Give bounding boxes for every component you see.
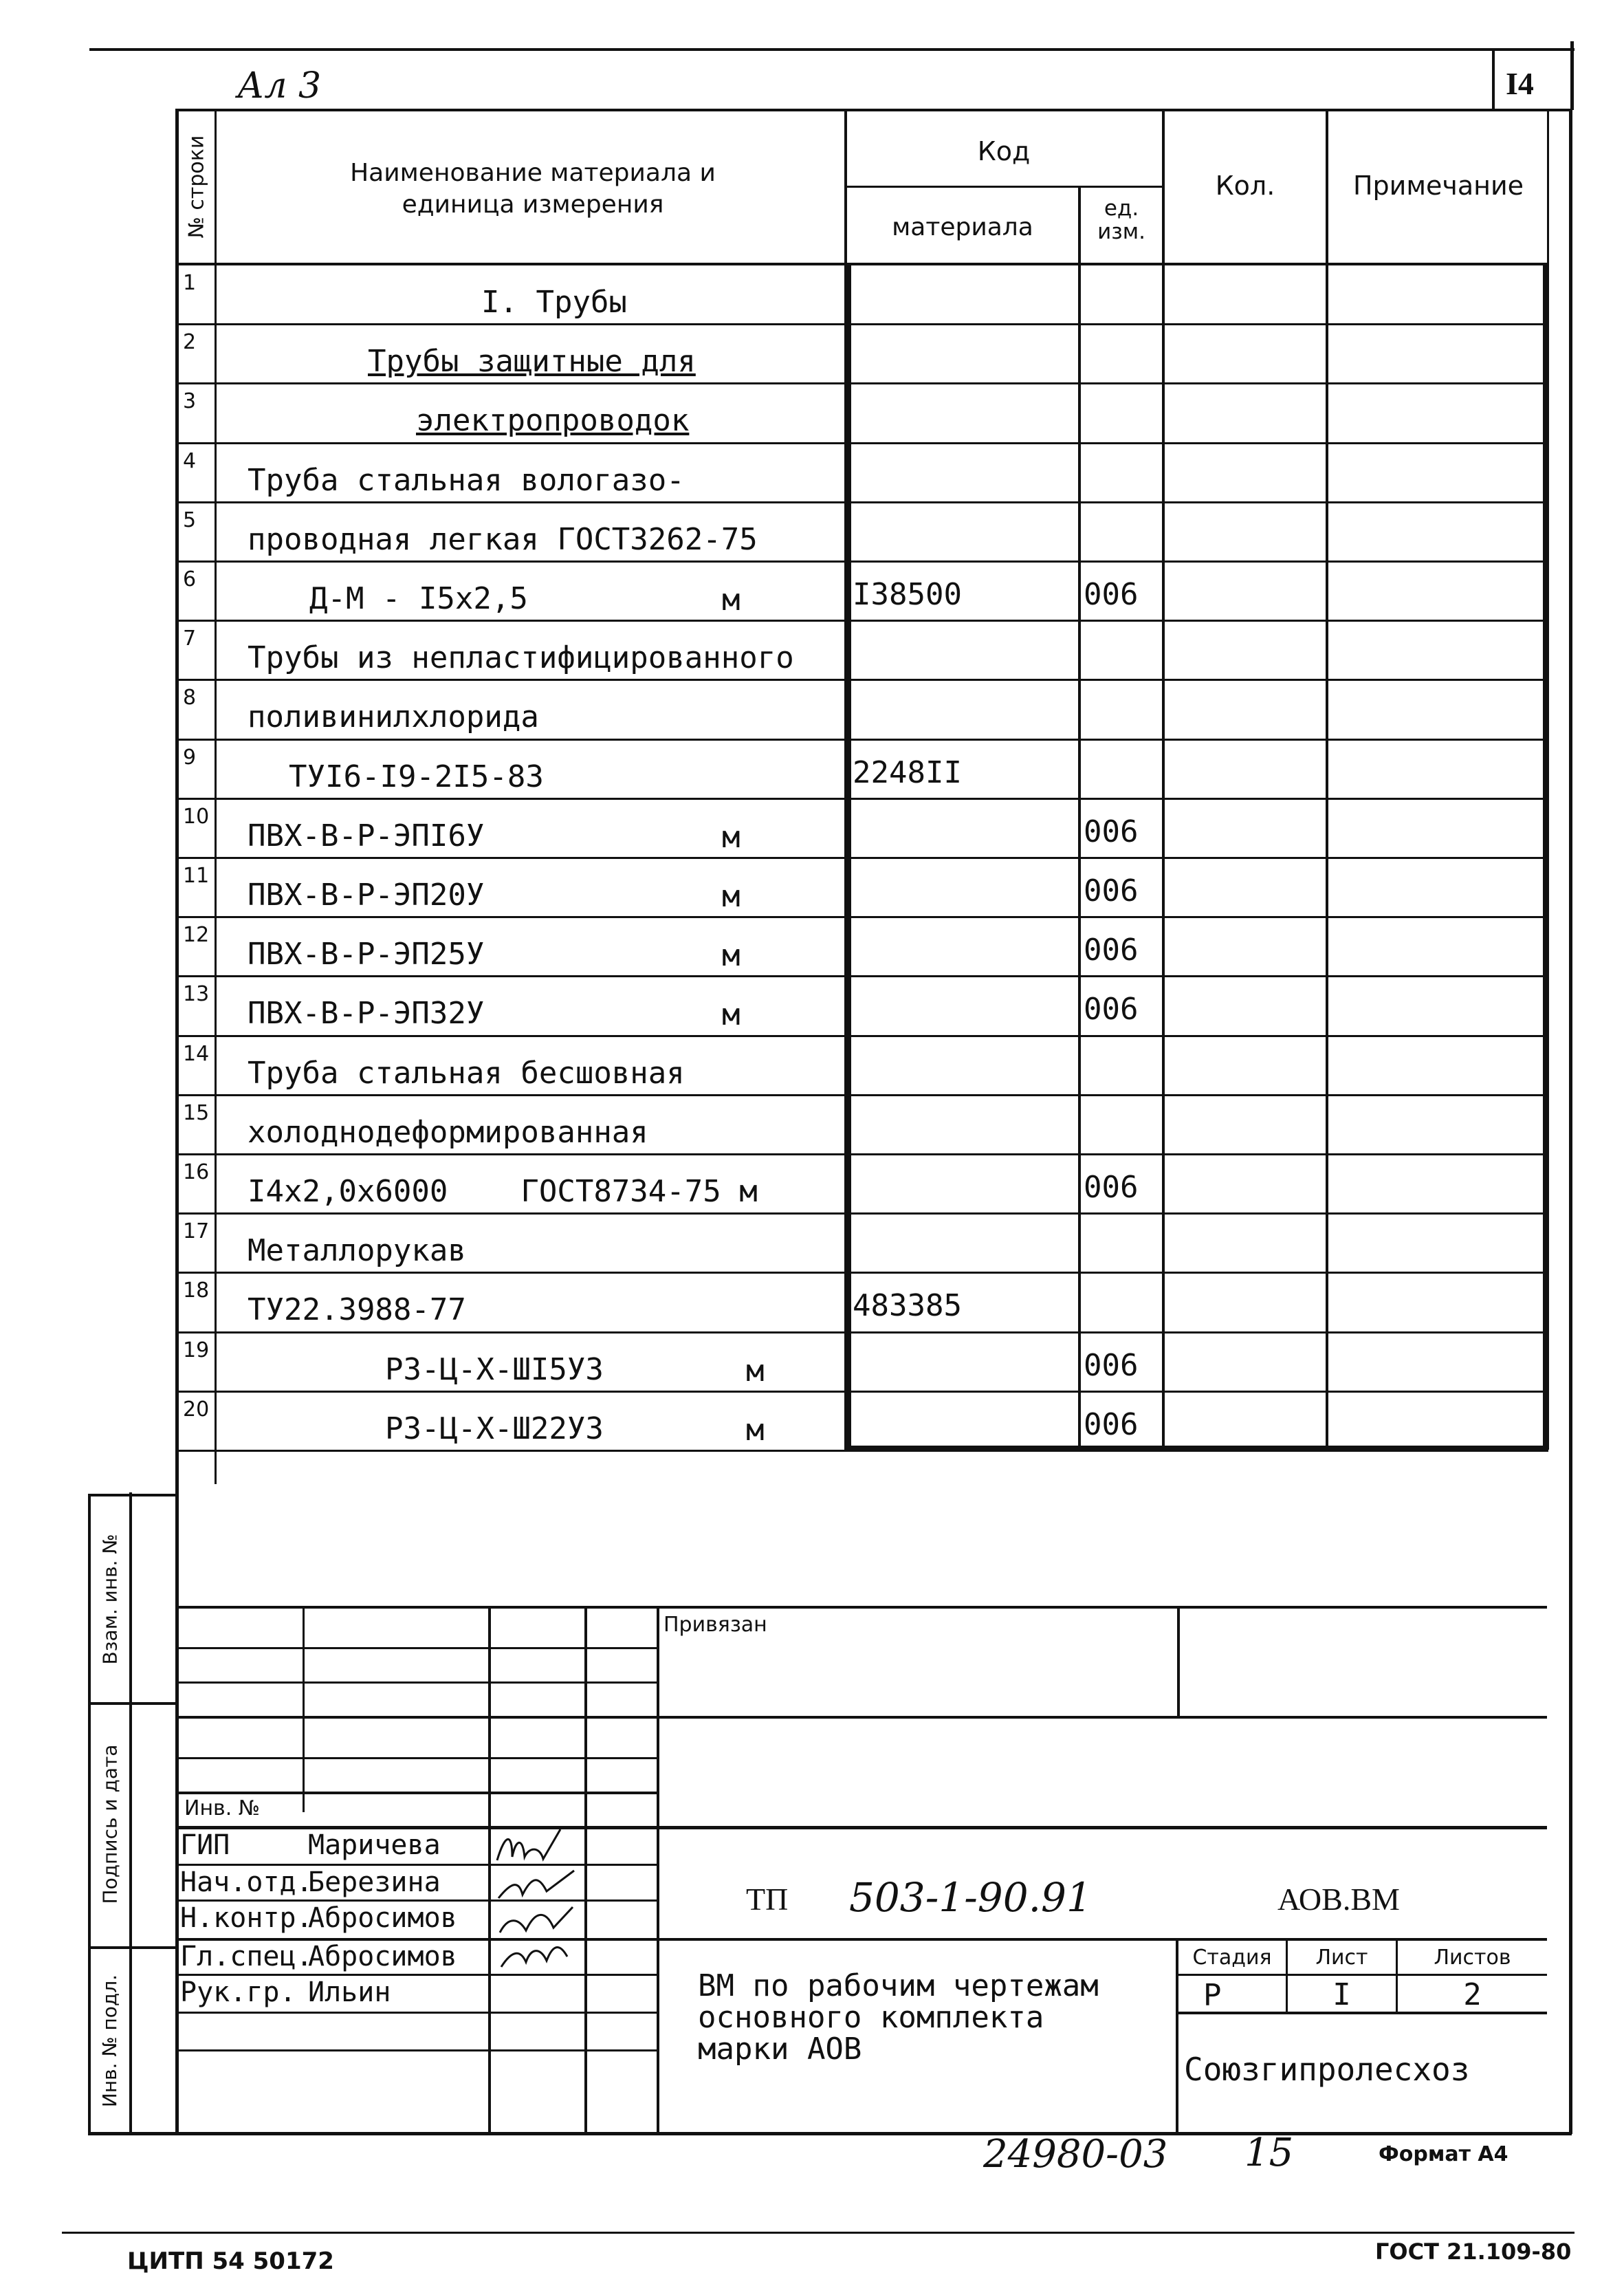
row-rule — [179, 1331, 1548, 1334]
unit-code: 006 — [1084, 814, 1139, 849]
page-number: 15 — [1244, 2131, 1294, 2175]
item-name: Трубы из непластифицированного — [248, 640, 794, 676]
tb-h5 — [179, 1792, 657, 1794]
sheet-header: Лист — [1315, 1945, 1368, 1970]
staff-name: Маричева — [308, 1829, 441, 1861]
staff-name: Абросимов — [308, 1902, 457, 1934]
row-number: 17 — [183, 1219, 210, 1244]
row-rule — [179, 857, 1548, 859]
unit-code-header-l2: изм. — [1097, 219, 1145, 244]
row-rule — [179, 1450, 1548, 1452]
row-number: 2 — [183, 330, 197, 355]
row-number: 4 — [183, 448, 197, 473]
note-header: Примечание — [1352, 171, 1524, 201]
album-number: 24980-03 — [983, 2132, 1168, 2177]
row-number: 10 — [183, 804, 210, 829]
item-name: холоднодеформированная — [248, 1114, 648, 1150]
row-rule — [179, 1094, 1548, 1096]
tb-top — [179, 1606, 1547, 1609]
description-line-1: ВМ по рабочим чертежам — [698, 1968, 1099, 2003]
item-name: проводная легкая ГОСТ3262-75 — [248, 521, 758, 557]
material-code: 2248II — [853, 754, 962, 790]
description-line-3: марки АОВ — [698, 2032, 862, 2067]
row-rule — [179, 1391, 1548, 1393]
row-number: 5 — [183, 508, 197, 532]
inv-no-label: Инв. № — [184, 1796, 261, 1820]
tb-col-a — [303, 1606, 305, 1812]
code-split-line — [844, 186, 1163, 188]
privyazan-label: Привязан — [663, 1613, 767, 1637]
row-number-header-text: № строки — [184, 135, 209, 238]
row-rule — [179, 442, 1548, 444]
staff-role: Рук.гр. — [180, 1977, 296, 2008]
frame-right — [1569, 109, 1572, 2134]
item-name: ПВХ-В-Р-ЭП20У — [248, 878, 485, 913]
tb-h12 — [179, 2049, 657, 2051]
item-name: Труба стальная вологазо- — [248, 462, 685, 498]
tp-label: ТП — [746, 1882, 789, 1917]
frame-bottom — [88, 2132, 1572, 2135]
tb-col-d — [657, 1606, 659, 2132]
name-header: Наименование материала и единица измерения — [350, 159, 716, 219]
material-code: I38500 — [853, 577, 962, 612]
inv-orig-label — [88, 1950, 132, 2132]
item-unit: м — [722, 938, 740, 974]
item-name: ТУ22.3988-77 — [248, 1292, 466, 1328]
item-name: ПВХ-В-Р-ЭПI6У — [248, 818, 485, 853]
doc-description — [698, 1970, 1099, 2065]
row-rule — [179, 739, 1548, 741]
vzam-inv-label — [88, 1499, 132, 1699]
printer-code: ЦИТП 54 50172 — [127, 2247, 334, 2275]
item-name: Трубы защитные для — [368, 344, 696, 380]
row-number: 16 — [183, 1160, 210, 1184]
row-number: 11 — [183, 864, 210, 888]
inv-orig-text: Инв. № подл. — [98, 1974, 122, 2108]
item-unit: м — [722, 879, 740, 914]
tb-h3 — [179, 1716, 1547, 1719]
unit-code: 006 — [1084, 1406, 1139, 1442]
tb-h4 — [179, 1757, 657, 1759]
rowno-col-line — [215, 109, 217, 1484]
unit-code: 006 — [1084, 992, 1139, 1027]
item-name: электропроводок — [416, 403, 690, 439]
item-name: ПВХ-В-Р-ЭП32У — [248, 996, 485, 1032]
description-line-2: основного комплекта — [698, 2000, 1044, 2035]
row-number: 19 — [183, 1338, 210, 1362]
tb-h11 — [179, 2012, 657, 2014]
item-unit: м — [746, 1353, 765, 1389]
doc-code: АОВ.ВМ — [1277, 1882, 1400, 1917]
item-unit: м — [722, 583, 740, 618]
sign-date-label — [88, 1706, 132, 1943]
staff-name: Абросимов — [308, 1941, 457, 1972]
stamp-div-1 — [88, 1702, 179, 1705]
organization: Союзгипролесхоз — [1184, 2051, 1470, 2088]
top-rule — [89, 48, 1574, 51]
stage-value: Р — [1203, 1978, 1222, 2013]
row-rule — [179, 798, 1548, 800]
unit-code: 006 — [1084, 1170, 1139, 1205]
row-rule — [179, 1153, 1548, 1155]
staff-role: Н.контр. — [180, 1902, 313, 1934]
standard-ref: ГОСТ 21.109-80 — [1375, 2239, 1572, 2265]
staff-role: Нач.отд. — [180, 1866, 313, 1898]
sheet-value: I — [1332, 1977, 1351, 2012]
item-name: поливинилхлорида — [248, 699, 539, 735]
stage-header: Стадия — [1192, 1945, 1272, 1970]
format-label: Формат А4 — [1379, 2142, 1508, 2166]
tb-privyazan-right — [1177, 1606, 1180, 1716]
row-rule — [179, 620, 1548, 622]
staff-role: ГИП — [180, 1829, 230, 1861]
row-number: 8 — [183, 686, 197, 710]
header-rule — [175, 109, 1572, 111]
row-rule — [179, 1272, 1548, 1274]
item-name: I. Трубы — [481, 285, 627, 320]
item-name: Металлорукав — [248, 1233, 466, 1269]
material-code: 483385 — [853, 1288, 962, 1324]
row-rule — [179, 501, 1548, 503]
tb-stage-h1 — [1176, 1974, 1547, 1976]
row-number: 20 — [183, 1397, 210, 1422]
row-rule — [179, 323, 1548, 325]
row-rule — [179, 1035, 1548, 1037]
row-rule — [179, 975, 1548, 977]
handwritten-album-mark: Ал 3 — [237, 65, 322, 107]
sheet-number-box-left — [1492, 48, 1495, 110]
signature-icon — [492, 1826, 588, 1977]
staff-name: Березина — [308, 1866, 441, 1898]
qty-header: Кол. — [1215, 171, 1275, 201]
sheet-number: I4 — [1506, 66, 1534, 101]
item-name: ТУI6-I9-2I5-83 — [289, 759, 544, 794]
staff-name: Ильин — [308, 1977, 391, 2008]
material-header: материала — [892, 213, 1033, 241]
tb-col-b — [488, 1606, 491, 2132]
row-number: 1 — [183, 271, 197, 295]
stamp-div-2 — [88, 1946, 179, 1949]
tp-number: 503-1-90.91 — [849, 1874, 1092, 1921]
row-rule — [179, 679, 1548, 681]
unit-code: 006 — [1084, 577, 1139, 612]
item-name: Д-М - I5x2,5 — [309, 581, 528, 616]
row-rule — [179, 382, 1548, 384]
row-number: 18 — [183, 1278, 210, 1303]
tb-h1 — [179, 1647, 657, 1649]
row-number: 13 — [183, 982, 210, 1007]
unit-code: 006 — [1084, 1347, 1139, 1383]
row-number: 9 — [183, 745, 197, 770]
sign-date-text: Подпись и дата — [98, 1744, 122, 1904]
item-name: I4x2,0x6000 ГОСТ8734-75 м — [248, 1174, 758, 1209]
sheet-number-box-right — [1570, 41, 1574, 110]
unit-code-header-l1: ед. — [1104, 196, 1139, 221]
staff-role: Гл.спец. — [180, 1941, 313, 1972]
unit-code-header — [1081, 197, 1162, 243]
sheets-value: 2 — [1463, 1977, 1482, 2012]
row-number: 15 — [183, 1100, 210, 1125]
item-name: ПВХ-В-Р-ЭП25У — [248, 937, 485, 972]
row-number: 12 — [183, 923, 210, 948]
bottom-trim-line — [62, 2232, 1574, 2234]
row-rule — [179, 560, 1548, 563]
stamp-top — [88, 1494, 179, 1496]
item-unit: м — [722, 997, 740, 1033]
frame-left — [175, 109, 179, 2134]
item-name: Труба стальная бесшовная — [248, 1055, 685, 1091]
item-unit: м — [746, 1412, 765, 1448]
sheets-header: Листов — [1434, 1945, 1511, 1970]
vzam-inv-text: Взам. инв. № — [98, 1533, 122, 1665]
row-number: 14 — [183, 1041, 210, 1066]
row-number: 6 — [183, 567, 197, 591]
row-rule — [179, 916, 1548, 918]
unit-code: 006 — [1084, 873, 1139, 908]
unit-code: 006 — [1084, 933, 1139, 968]
row-rule — [179, 1212, 1548, 1215]
item-unit: м — [722, 819, 740, 855]
code-header: Код — [977, 136, 1031, 166]
row-number: 7 — [183, 627, 197, 651]
item-name: Р3-Ц-Х-ШI5У3 — [385, 1351, 604, 1387]
row-number-header — [179, 110, 215, 263]
item-name: Р3-Ц-Х-Ш22У3 — [385, 1411, 604, 1446]
tb-h2 — [179, 1681, 657, 1684]
row-number: 3 — [183, 389, 197, 414]
